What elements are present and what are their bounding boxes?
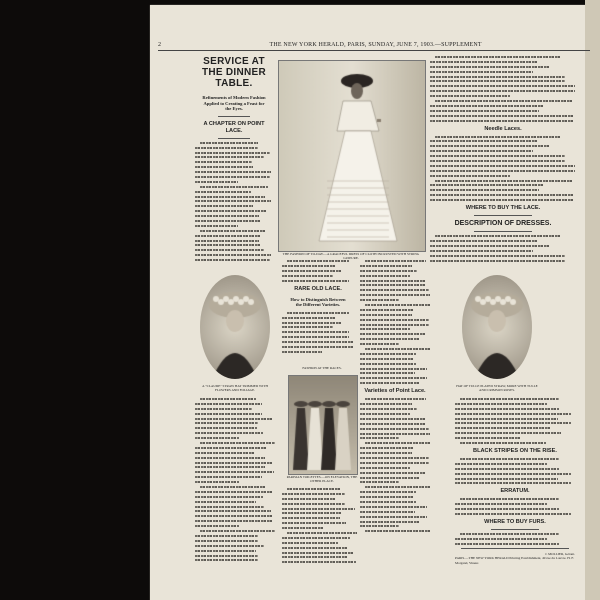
article-subheadline: Refinements of Modern Fashion Applied to Creating a Feast for the Eyes. (202, 95, 266, 112)
column-4-lower-body-a (455, 398, 575, 444)
left-oval-caption: A "CLAUDE" STRAW HAT TRIMMED WITH FLOWERS AND FOLIAGE. (202, 384, 268, 393)
hat-portrait-image-2 (462, 275, 532, 379)
column-2 (282, 260, 354, 370)
section-heading-point-lace: A CHAPTER ON POINT LACE. (203, 120, 265, 134)
column-4-body-a (430, 56, 576, 122)
column-4-lower (455, 398, 575, 578)
section-rare-old-lace: RARE OLD LACE. (294, 285, 342, 292)
column-4-body-c (430, 235, 576, 261)
column-2-lower-body (282, 488, 357, 563)
column-1-lower-body (195, 398, 275, 561)
printer-notice: PARIS.—THE NEW YORK HERALD Printing Establishment, 49 rue du Louvre. H. F. Morgand, Vineur. (455, 556, 574, 565)
center-small-caption: FASHION AT THE RACES. (302, 366, 342, 370)
column-4-lower-body-b (455, 458, 575, 484)
section-black-stripes: BLACK STRIPES ON THE RISE. (473, 448, 557, 455)
gerant-notice: J. MOLLIER, Gérant. (545, 551, 575, 556)
main-photo-caption: THE FASHION OF TO-DAY.—A GRACEFUL DRESS OF CLOTH INCRUSTED WITH STRING GUIPURE. (282, 252, 420, 261)
column-4-lower-body-c (455, 498, 575, 515)
left-oval-portrait (200, 275, 270, 379)
section-where-to-buy-lace: WHERE TO BUY THE LACE. (465, 205, 541, 212)
group-photo-frame (288, 375, 358, 475)
masthead-rule (158, 50, 590, 51)
column-4 (430, 56, 576, 296)
hat-portrait-image (200, 275, 270, 379)
right-oval-caption: HAT OF TULLE PLATED STRAW, MORE WITH TULLE AND CRIMSON ROSES. (456, 384, 538, 393)
section-needle-laces: Needle Laces. (484, 125, 522, 132)
column-2-body-a (282, 260, 354, 282)
group-photo-caption: PARISIAN TOILETTES.—ON ELEVATION, THE OTHER PLACE. (286, 475, 358, 484)
column-1-lower (195, 398, 275, 578)
parisian-toilettes-photo (289, 376, 357, 474)
column-1-body (195, 142, 273, 261)
page-number: 2 (158, 42, 162, 48)
section-where-to-buy-furs: WHERE TO BUY FURS. (484, 519, 546, 526)
column-4-lower-body-d (455, 533, 575, 545)
section-erratum: ERRATUM. (500, 488, 530, 495)
section-varieties-of-point-lace: Varieties of Point Lace. (364, 388, 426, 395)
column-4-body-b (430, 136, 576, 202)
section-description-of-dresses: DESCRIPTION OF DRESSES. (454, 220, 552, 228)
column-2-lower (282, 488, 357, 580)
column-3-body-b (360, 398, 430, 532)
column-3-body-a (360, 260, 430, 384)
column-1 (195, 56, 273, 296)
adjacent-page-edge (585, 0, 600, 600)
right-oval-portrait (462, 275, 532, 379)
article-headline: SERVICE AT THE DINNER TABLE. (201, 56, 267, 89)
column-2-body-b (282, 312, 354, 353)
section-varieties-sub: How to Distinguish Between the Different Varieties. (290, 296, 346, 308)
main-fashion-photo-frame (278, 60, 426, 252)
column-3 (360, 260, 430, 580)
masthead (158, 40, 590, 50)
fashion-dress-illustration (279, 61, 425, 251)
paper-title: THE NEW YORK HERALD, PARIS, SUNDAY, JUNE 7, 1903.—SUPPLEMENT (269, 42, 482, 48)
